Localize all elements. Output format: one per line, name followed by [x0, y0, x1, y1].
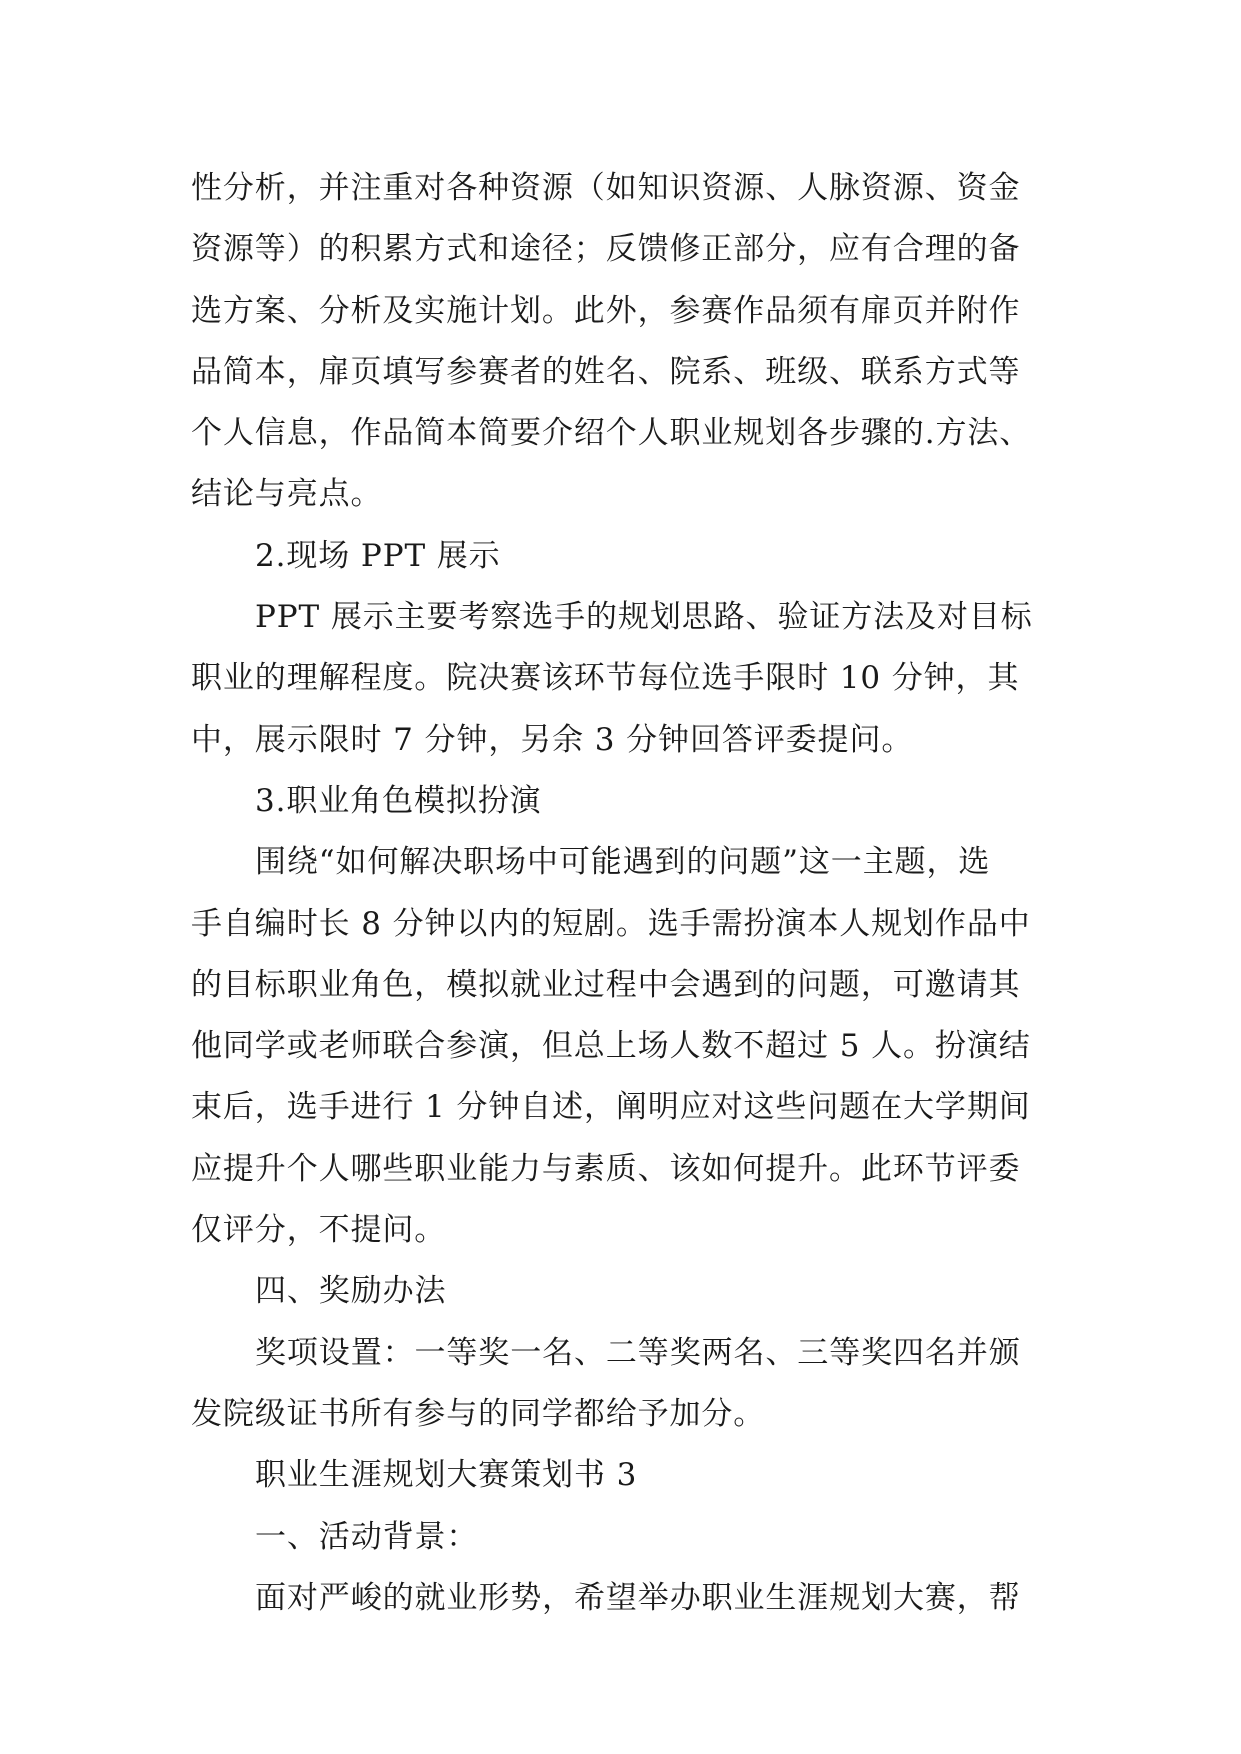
text-line: 的目标职业角色，模拟就业过程中会遇到的问题，可邀请其 [191, 966, 1021, 1003]
text-line: 职业的理解程度。院决赛该环节每位选手限时 10 分钟，其 [191, 660, 1020, 697]
text-line: 选方案、分析及实施计划。此外，参赛作品须有扉页并附作 [191, 292, 1021, 329]
text-line: 品简本，扉页填写参赛者的姓名、院系、班级、联系方式等 [191, 353, 1021, 390]
text-line: 一、活动背景： [255, 1518, 479, 1555]
text-line: 仅评分，不提问。 [191, 1212, 447, 1249]
text-line: 发院级证书所有参与的同学都给予加分。 [191, 1395, 766, 1432]
text-line: 职业生涯规划大赛策划书 3 [255, 1457, 638, 1494]
text-line: 3.职业角色模拟扮演 [255, 782, 542, 819]
text-line: 性分析，并注重对各种资源（如知识资源、人脉资源、资金 [191, 170, 1021, 206]
text-line: 围绕“如何解决职场中可能遇到的问题”这一主题，选 [255, 844, 991, 881]
text-line: 个人信息，作品简本简要介绍个人职业规划各步骤的.方法、 [191, 415, 1032, 452]
text-line: 应提升个人哪些职业能力与素质、该如何提升。此环节评委 [191, 1150, 1021, 1187]
text-line: 他同学或老师联合参演，但总上场人数不超过 5 人。扮演结 [191, 1028, 1031, 1065]
text-line: 奖项设置：一等奖一名、二等奖两名、三等奖四名并颁 [255, 1334, 1021, 1371]
text-line: PPT 展示主要考察选手的规划思路、验证方法及对目标 [255, 599, 1033, 636]
text-line: 束后，选手进行 1 分钟自述，阐明应对这些问题在大学期间 [191, 1089, 1031, 1126]
text-line: 结论与亮点。 [191, 476, 383, 513]
text-line: 四、奖励办法 [255, 1273, 447, 1310]
text-line: 面对严峻的就业形势，希望举办职业生涯规划大赛，帮 [255, 1579, 1021, 1616]
text-line: 中，展示限时 7 分钟，另余 3 分钟回答评委提问。 [191, 721, 914, 758]
text-line: 手自编时长 8 分钟以内的短剧。选手需扮演本人规划作品中 [191, 905, 1031, 942]
document-body [191, 158, 1091, 1629]
text-line: 2.现场 PPT 展示 [255, 537, 501, 574]
text-line: 资源等）的积累方式和途径；反馈修正部分，应有合理的备 [191, 231, 1021, 268]
